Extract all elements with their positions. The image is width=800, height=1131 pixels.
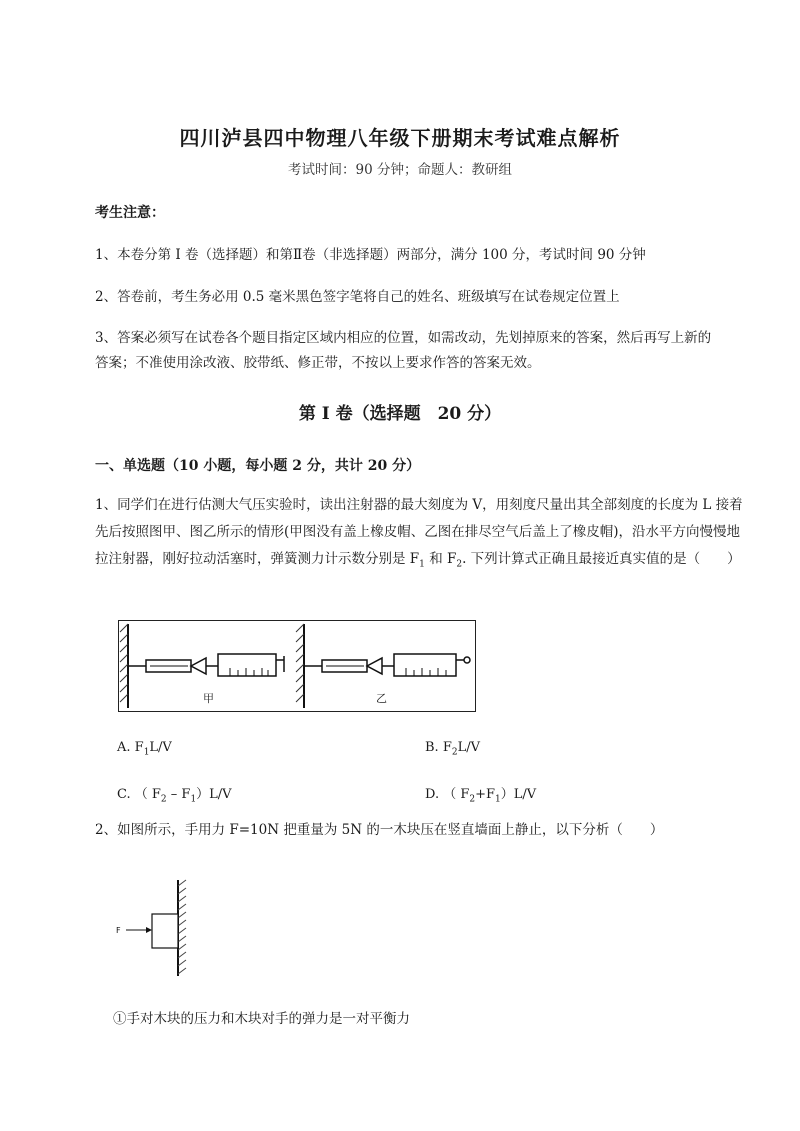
force-label: F (116, 926, 121, 935)
notice-item-2: 2、答卷前，考生务必用 0.5 毫米黑色签字笔将自己的姓名、班级填写在试卷规定位置上 (95, 289, 620, 305)
question-2-statement-1: ①手对木块的压力和木块对手的弹力是一对平衡力 (113, 1011, 410, 1027)
page-title: 四川泸县四中物理八年级下册期末考试难点解析 (179, 126, 621, 150)
question-2-text: 2、如图所示，手用力 F=10N 把重量为 5N 的一木块压在竖直墙面上静止，以下分析（ ） (95, 822, 664, 838)
figure-label-yi: 乙 (376, 692, 387, 705)
syringe-figure (118, 620, 476, 712)
figure-label-jia: 甲 (203, 692, 214, 705)
notice-heading: 考生注意： (95, 205, 165, 221)
exam-subtitle: 考试时间：90 分钟；命题人：教研组 (288, 162, 512, 178)
notice-item-3: 3、答案必须写在试卷各个题目指定区域内相应的位置，如需改动，先划掉原来的答案，然后再写上新的答案；不准使用涂改液、胶带纸、修正带，不按以上要求作答的答案无效。 (95, 330, 712, 371)
option-b: B. $F_2L/V$ (425, 740, 480, 758)
part-heading: 一、单选题（10 小题，每小题 2 分，共计 20 分） (95, 458, 421, 474)
option-a: A. $F_1L/V$ (117, 740, 172, 758)
option-c: C. （ $F_2 - F_1)L/V$ (117, 787, 232, 805)
question-1-text: 1、同学们在进行估测大气压实验时，读出注射器的最大刻度为 V，用刻度尺量出其全部刻度的长度为 L 接着先后按照图甲、图乙所示的情形(甲图没有盖上橡皮帽、乙图在排尽空气后盖上了橡皮帽)，沿水平方向慢慢地拉注射器，刚好拉动活塞时，弹簧测力计示数分别是 $F_1$ 和 $F_2$. 下列计算式正确且最接近真实值的是（ ） (95, 497, 743, 570)
section-title: 第 I 卷（选择题 20 分） (298, 404, 502, 424)
block-wall-figure (112, 878, 192, 978)
option-d: D. （ $F_2+F_1)L/V$ (425, 787, 537, 805)
notice-item-1: 1、本卷分第 I 卷（选择题）和第Ⅱ卷（非选择题）两部分，满分 100 分，考试时间 90 分钟 (95, 247, 646, 263)
